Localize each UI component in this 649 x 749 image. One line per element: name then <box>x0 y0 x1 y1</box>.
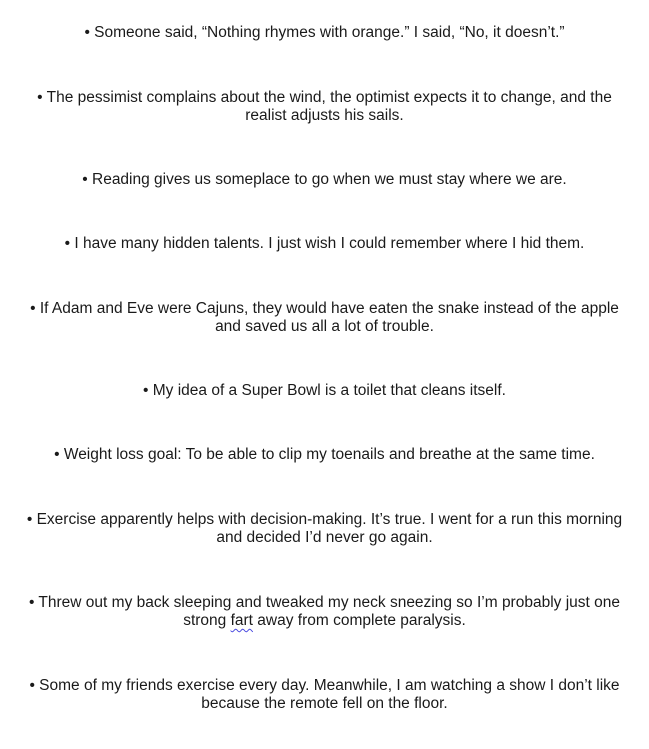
joke-item-8: • Exercise apparently helps with decision-making. It’s true. I went for a run this morning and decided I’d never go again. <box>26 511 623 546</box>
joke-item-4: • I have many hidden talents. I just wish I could remember where I hid them. <box>64 235 585 252</box>
joke-item-10: • Some of my friends exercise every day. Meanwhile, I am watching a show I don’t like because the remote fell on the floor. <box>29 677 620 712</box>
joke-item-9 <box>20 594 629 630</box>
joke-item-2: • The pessimist complains about the wind, the optimist expects it to change, and the realist adjusts his sails. <box>37 89 612 124</box>
joke-item-3: • Reading gives us someplace to go when we must stay where we are. <box>82 171 567 188</box>
joke-item-9-text-before: • Threw out my back sleeping and tweaked my neck sneezing so I’m probably just one strong <box>28 594 620 629</box>
joke-item-7: • Weight loss goal: To be able to clip my toenails and breathe at the same time. <box>54 446 595 463</box>
spellcheck-flagged-word[interactable]: fart <box>230 612 253 629</box>
joke-item-9-text-after: away from complete paralysis. <box>253 612 466 629</box>
joke-item-1: • Someone said, “Nothing rhymes with orange.” I said, “No, it doesn’t.” <box>84 24 565 41</box>
joke-item-5: • If Adam and Eve were Cajuns, they would have eaten the snake instead of the apple and saved us all a lot of trouble. <box>30 300 619 335</box>
joke-item-6: • My idea of a Super Bowl is a toilet that cleans itself. <box>143 382 506 399</box>
